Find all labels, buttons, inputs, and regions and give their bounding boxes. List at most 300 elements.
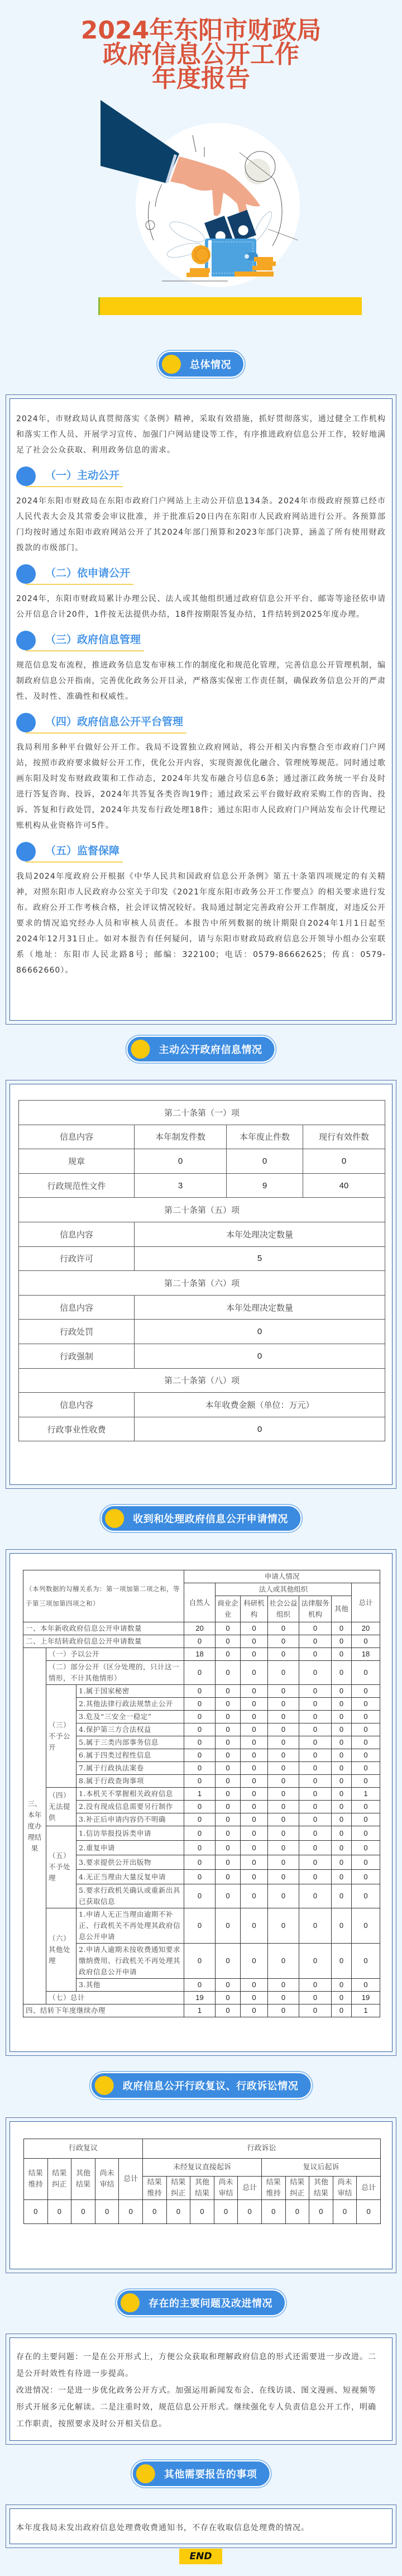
bullet-circle-icon xyxy=(16,466,36,486)
litigation-column: 总计 xyxy=(238,2177,262,2200)
value-cell: 0 xyxy=(332,1698,352,1711)
group-label: （一）予以公开 xyxy=(46,1648,184,1661)
value-cell: 0 xyxy=(216,1648,241,1661)
subsection-title: （五）监督保障 xyxy=(45,840,123,863)
proactive-disclosure-table xyxy=(18,1100,385,1441)
value-cell: 0 xyxy=(241,1749,268,1762)
table-header-cell: 本年废止件数 xyxy=(227,1125,303,1149)
row-value: 0 xyxy=(135,1344,385,1368)
value-cell: 0 xyxy=(299,1711,332,1723)
value-cell: 0 xyxy=(216,1826,241,1841)
value-cell: 0 xyxy=(332,1762,352,1775)
bullet-circle-icon xyxy=(16,842,36,861)
header-row xyxy=(24,2139,381,2159)
value-cell: 0 xyxy=(299,1813,332,1826)
value-cell: 0 xyxy=(71,2200,95,2224)
subsection-heading xyxy=(16,711,386,734)
value-cell: 0 xyxy=(352,1711,380,1723)
value-cell: 0 xyxy=(184,1801,216,1813)
value-cell: 0 xyxy=(216,1992,241,2004)
value-cell: 0 xyxy=(47,2200,71,2224)
value-cell: 0 xyxy=(332,1749,352,1762)
group-label: （二）部分公开（区分处理的，只计这一情形，不计其他情形） xyxy=(46,1661,184,1685)
value-cell: 0 xyxy=(352,1723,380,1736)
value-cell: 0 xyxy=(299,1736,332,1749)
value-cell: 0 xyxy=(216,1749,241,1762)
table-row xyxy=(23,2004,380,2017)
value-cell: 0 xyxy=(241,1698,268,1711)
item-label: 2.其他法律行政法规禁止公开 xyxy=(76,1698,184,1711)
table-header-cell: 信息内容 xyxy=(19,1125,135,1149)
value-cell: 0 xyxy=(184,1855,216,1870)
value-cell: 0 xyxy=(216,1870,241,1884)
value-cell: 0 xyxy=(352,1685,380,1698)
subsection-text: 我局2024年度政府公开根据《中华人民共和国政府信息公开条例》第五十条第四项规定的有关精神，对照东阳市人民政府办公室关于印发《2021年度东阳市政务公开工作要点》的相关要求进行发布。政府公开工作考核合格，社会评议情况较好。我局通过制定完善政府公开工作制度，对违反公开要求的情况追究经办人员和审核人员责任。本报告中所列数据的统计期限自2024年1月1日起至2024年12月31日止。如对本报告有任何疑问，请与东阳市财政局政府信息公开领导小组办公室联系（地址：东阳市人民北路8号；邮编：322100；电话：0579-86662625；传真：0579-86662660）。 xyxy=(16,872,386,975)
problems-issues: 存在的主要问题：一是在公开形式上，方便公众获取和理解政府信息的形式还需要进一步改进。二是公开时效性有待进一步提高。 xyxy=(16,2353,376,2378)
table-row xyxy=(23,1979,380,1992)
heading-underline xyxy=(26,861,123,863)
table-row xyxy=(23,1801,380,1813)
table-row xyxy=(23,1723,380,1736)
proactive-box xyxy=(6,1080,396,1489)
value-cell: 0 xyxy=(268,1992,299,2004)
header-direct-suit: 未经复议直接起诉 xyxy=(142,2159,261,2177)
value-cell: 0 xyxy=(299,1841,332,1855)
value-cell: 0 xyxy=(352,1908,380,1944)
review-column: 结果纠正 xyxy=(47,2159,71,2200)
section-pill-proactive xyxy=(127,1036,276,1063)
value-cell: 0 xyxy=(216,1884,241,1908)
subsection-heading xyxy=(16,629,386,651)
table-row xyxy=(23,1648,380,1661)
group-label: （七）总计 xyxy=(46,1992,184,2004)
table-header-cell: 信息内容 xyxy=(19,1393,135,1417)
value-cell: 0 xyxy=(95,2200,119,2224)
value-cell: 0 xyxy=(268,1762,299,1775)
value-cell: 0 xyxy=(241,1992,268,2004)
item-label: 2.申请人逾期未按收费通知要求缴纳费用、行政机关不再处理其政府信息公开申请 xyxy=(76,1944,184,1979)
pill-dot-icon xyxy=(95,2076,114,2095)
subsection-text: 2024年，东阳市财政局累计办理公民、法人或其他组织通过政府信息公开平台、邮寄等途径依申请公开信息合计20件，1件按无法提供办结，18件按期限答复办结，1件结转到2025年度办理。 xyxy=(16,594,386,619)
value-cell: 0 xyxy=(332,1723,352,1736)
value-cell: 0 xyxy=(299,1944,332,1979)
value-cell: 0 xyxy=(268,1635,299,1648)
value-cell: 0 xyxy=(214,2200,238,2224)
value-cell: 0 xyxy=(309,2200,333,2224)
value-cell: 0 xyxy=(299,1622,332,1635)
table-row xyxy=(23,1698,380,1711)
table-row xyxy=(23,1711,380,1723)
table-row xyxy=(23,1884,380,1908)
value-cell: 0 xyxy=(299,1908,332,1944)
value-cell: 0 xyxy=(268,1908,299,1944)
table-section-row xyxy=(19,1368,385,1393)
value-cell: 0 xyxy=(216,1661,241,1685)
table-section-title: 第二十条第（六）项 xyxy=(19,1271,385,1296)
value-cell: 0 xyxy=(241,1855,268,1870)
subsection-heading xyxy=(16,563,386,585)
section-title: 其他需要报告的事项 xyxy=(164,2469,257,2480)
value-cell: 19 xyxy=(352,1992,380,2004)
value-cell: 0 xyxy=(216,1711,241,1723)
value-cell: 0 xyxy=(184,1723,216,1736)
value-cell: 0 xyxy=(268,1788,299,1801)
item-label: 4.保护第三方合法权益 xyxy=(76,1723,184,1736)
value-cell: 0 xyxy=(268,1855,299,1870)
value-cell: 0 xyxy=(299,1749,332,1762)
value-cell: 0 xyxy=(241,1775,268,1788)
value-cell: 0 xyxy=(352,1870,380,1884)
value-cell: 0 xyxy=(216,1775,241,1788)
value-cell: 0 xyxy=(216,1841,241,1855)
value-cell: 0 xyxy=(268,1622,299,1635)
value-cell: 0 xyxy=(333,2200,357,2224)
item-label: 1.申请人无正当理由逾期不补正、行政机关不再处理其政府信息公开申请 xyxy=(76,1908,184,1944)
subsection-title: （一）主动公开 xyxy=(45,465,123,487)
row-label: 一、本年新收政府信息公开申请数量 xyxy=(23,1622,184,1635)
value-cell: 0 xyxy=(241,1635,268,1648)
heading-underline xyxy=(26,732,186,734)
litigation-column: 其他结果 xyxy=(309,2177,333,2200)
value-cell: 0 xyxy=(241,1661,268,1685)
section-pill-other xyxy=(132,2460,271,2487)
problems-box xyxy=(6,2334,396,2445)
heading-underline xyxy=(26,650,144,651)
requests-box xyxy=(6,1549,396,2056)
value-cell: 0 xyxy=(241,1801,268,1813)
value-cell: 0 xyxy=(241,1813,268,1826)
value-cell: 0 xyxy=(357,2200,381,2224)
item-label: 3.补正后申请内容仍不明确 xyxy=(76,1813,184,1826)
value-cell: 0 xyxy=(241,2004,268,2017)
section-title: 存在的主要问题及改进情况 xyxy=(149,2298,272,2310)
value-cell: 0 xyxy=(299,1648,332,1661)
value-cell: 0 xyxy=(142,2200,166,2224)
value-cell: 1 xyxy=(352,2004,380,2017)
litigation-column: 结果维持 xyxy=(261,2177,285,2200)
table-row xyxy=(23,1841,380,1855)
value-cell: 0 xyxy=(332,1884,352,1908)
item-label: 8.属于行政查询事项 xyxy=(76,1775,184,1788)
row-label: 行政事业性收费 xyxy=(19,1417,135,1441)
value-cell: 0 xyxy=(352,1855,380,1870)
item-label: 5.要求行政机关确认或重新出具已获取信息 xyxy=(76,1884,184,1908)
value-cell: 0 xyxy=(216,1788,241,1801)
review-column: 其他结果 xyxy=(71,2159,95,2200)
value-cell: 0 xyxy=(24,2200,48,2224)
value-cell: 0 xyxy=(166,2200,190,2224)
value-cell: 0 xyxy=(119,2200,143,2224)
header-legal-sub: 商业企业 xyxy=(216,1596,241,1622)
other-box xyxy=(6,2504,396,2548)
litigation-column: 结果纠正 xyxy=(166,2177,190,2200)
item-label: 1.信访举报投诉类申请 xyxy=(76,1826,184,1841)
value-cell: 0 xyxy=(332,1711,352,1723)
value-cell: 0 xyxy=(299,1992,332,2004)
header-row xyxy=(24,2159,381,2177)
value-cell: 0 xyxy=(299,1635,332,1648)
value-cell: 0 xyxy=(261,2200,285,2224)
value-cell: 0 xyxy=(332,1775,352,1788)
value-cell: 0 xyxy=(332,1870,352,1884)
table-row xyxy=(19,1173,385,1198)
value-cell: 0 xyxy=(352,1762,380,1775)
value-cell: 0 xyxy=(184,1944,216,1979)
value-cell: 0 xyxy=(184,1813,216,1826)
table-header-cell: 本年收费金额（单位：万元） xyxy=(135,1393,385,1417)
heading-underline xyxy=(26,584,133,585)
heading-underline xyxy=(26,486,123,487)
value-cell: 0 xyxy=(216,1685,241,1698)
table-header-cell: 信息内容 xyxy=(19,1222,135,1246)
value-cell: 0 xyxy=(268,1711,299,1723)
value-cell: 0 xyxy=(184,1841,216,1855)
value-cell: 0 xyxy=(268,1749,299,1762)
value-cell: 0 xyxy=(332,1908,352,1944)
value-cell: 0 xyxy=(241,1841,268,1855)
table-row xyxy=(23,1622,380,1635)
bullet-circle-icon xyxy=(16,631,36,650)
value-cell: 0 xyxy=(241,1788,268,1801)
value-cell: 0 xyxy=(299,1826,332,1841)
value-cell: 0 xyxy=(241,1870,268,1884)
litigation-column: 总计 xyxy=(357,2177,381,2200)
table-row xyxy=(23,1661,380,1685)
item-label: 2.没有现成信息需要另行制作 xyxy=(76,1801,184,1813)
other-text: 本年度我局未发出政府信息处理费收费通知书，不存在收取信息处理费的情况。 xyxy=(16,2523,309,2532)
value-cell: 0 xyxy=(332,1979,352,1992)
table-row xyxy=(19,1417,385,1441)
value-cell: 0 xyxy=(299,2004,332,2017)
group-label: （四）无法提供 xyxy=(46,1788,76,1826)
value-cell: 18 xyxy=(184,1648,216,1661)
value-cell: 0 xyxy=(184,1884,216,1908)
value-cell: 0 xyxy=(299,1775,332,1788)
group-label: （三）不予公开 xyxy=(46,1685,76,1788)
value-cell: 0 xyxy=(332,1992,352,2004)
overview-intro: 2024年，市财政局认真贯彻落实《条例》精神，采取有效措施，抓好贯彻落实，通过健全工作机构和落实工作人员、开展学习宣传、加强门户网站建设等工作，有序推进政府信息公开工作，较好地满足了社会公众获取、利用政务信息的需求。 xyxy=(16,415,386,455)
review-column: 总计 xyxy=(119,2159,143,2200)
value-cell: 0 xyxy=(299,1855,332,1870)
value-cell: 0 xyxy=(216,1635,241,1648)
value-cell: 0 xyxy=(352,1841,380,1855)
request-handling-table xyxy=(23,1570,380,2017)
table-row xyxy=(23,1813,380,1826)
value-cell: 0 xyxy=(268,1648,299,1661)
pill-dot-icon xyxy=(105,1509,124,1528)
row-label: 规章 xyxy=(19,1149,135,1174)
table-row xyxy=(19,1149,385,1174)
header-litigation: 行政诉讼 xyxy=(142,2139,380,2159)
subsection-text: 我局利用多种平台做好公开工作。我局不设置独立政府网站，将公开相关内容整合至市政府门户网站，按照市政府要求做好公开工作，优化公开内容，实现资源优化融合、管理统筹规范。同时通过歌画东阳及时发布财政政策和工作动态，2024年共发布融合号信息6条；通过浙江政务统一平台及时进行答复咨询、投诉，2024年共答复各类咨询19件；通过政采云平台做好政府采购工作的咨询、投诉、答复和行政处罚，2024年共发布行政处理18件；通过东阳市人民政府门户网站发布会计代理记账机构从业资格许可5件。 xyxy=(16,743,386,830)
value-cell: 0 xyxy=(184,1749,216,1762)
table-row xyxy=(23,1762,380,1775)
value-cell: 0 xyxy=(268,1870,299,1884)
value-cell: 0 xyxy=(352,1661,380,1685)
header-review: 行政复议 xyxy=(24,2139,143,2159)
value-cell: 0 xyxy=(216,1813,241,1826)
table-row xyxy=(23,1944,380,1979)
value-cell: 0 xyxy=(184,1908,216,1944)
value-cell: 0 xyxy=(216,1723,241,1736)
table-row xyxy=(23,1749,380,1762)
problems-content xyxy=(9,2337,393,2441)
header-legal-sub: 科研机构 xyxy=(241,1596,268,1622)
value-cell: 0 xyxy=(216,1979,241,1992)
value-cell: 0 xyxy=(352,1944,380,1979)
value-cell: 0 xyxy=(241,1979,268,1992)
value-cell: 0 xyxy=(190,2200,214,2224)
proactive-content xyxy=(9,1084,393,1485)
value-cell: 0 xyxy=(184,1762,216,1775)
value-cell: 0 xyxy=(184,1979,216,1992)
value-cell: 0 xyxy=(299,1788,332,1801)
header-natural-person: 自然人 xyxy=(184,1583,216,1622)
value-cell: 0 xyxy=(241,1826,268,1841)
value-cell: 1 xyxy=(184,1788,216,1801)
value-cell: 0 xyxy=(241,1944,268,1979)
section-title: 总体情况 xyxy=(190,359,231,371)
value-cell: 0 xyxy=(241,1723,268,1736)
value-cell: 0 xyxy=(184,1736,216,1749)
row-value: 0 xyxy=(227,1149,303,1174)
table-header-cell: 本年处理决定数量 xyxy=(135,1222,385,1246)
value-cell: 20 xyxy=(184,1622,216,1635)
value-cell: 0 xyxy=(352,1635,380,1648)
header-after-review: 复议后起诉 xyxy=(261,2159,380,2177)
table-row xyxy=(23,1826,380,1841)
review-column: 结果维持 xyxy=(24,2159,48,2200)
value-cell: 0 xyxy=(184,1698,216,1711)
value-cell: 20 xyxy=(352,1622,380,1635)
item-label: 2.重复申请 xyxy=(76,1841,184,1855)
value-cell: 0 xyxy=(268,1979,299,1992)
value-cell: 0 xyxy=(238,2200,262,2224)
value-cell: 0 xyxy=(241,1884,268,1908)
row-value: 0 xyxy=(135,1417,385,1441)
value-cell: 0 xyxy=(216,2004,241,2017)
group-label: （六）其他处理 xyxy=(46,1908,76,1992)
table-section-title: 第二十条第（八）项 xyxy=(19,1368,385,1393)
row-label: 四、结转下年度继续办理 xyxy=(23,2004,184,2017)
section-title: 主动公开政府信息情况 xyxy=(159,1044,262,1056)
value-cell: 0 xyxy=(268,2004,299,2017)
table-header-cell: 现行有效件数 xyxy=(303,1125,385,1149)
header-legal-sub: 其他 xyxy=(332,1596,352,1622)
problems-improvements: 改进情况：一是进一步优化政务公开方式。加强运用新闻发布会、在线访谈、图文漫画、短视频等形式开展多元化解读。二是注重时效，规范信息公开形式。继续强化专人负责信息公开工作，明确工作职责，按照要求及时公开相关信息。 xyxy=(16,2386,376,2429)
item-label: 1.本机关不掌握相关政府信息 xyxy=(76,1788,184,1801)
table-section-title: 第二十条第（一）项 xyxy=(19,1101,385,1125)
value-cell: 0 xyxy=(268,1736,299,1749)
value-cell: 0 xyxy=(216,1855,241,1870)
value-cell: 0 xyxy=(216,1801,241,1813)
value-cell: 0 xyxy=(299,1685,332,1698)
value-cell: 0 xyxy=(299,1698,332,1711)
value-cell: 0 xyxy=(332,1944,352,1979)
value-cell: 0 xyxy=(268,1944,299,1979)
table-section-row xyxy=(19,1101,385,1125)
table-header-row xyxy=(19,1125,385,1149)
overview-content xyxy=(9,398,393,1021)
overview-box xyxy=(6,394,396,1025)
header-legal-sub: 法律服务机构 xyxy=(299,1596,332,1622)
value-cell: 0 xyxy=(332,1788,352,1801)
subsection-text: 规范信息发布流程，推进政务信息发布审核工作的制度化和规范化管理，完善信息公开管理机制，编制政府信息公开指南，完善优化政务公开目录，严格落实保密工作责任制，确保政务信息公开的严肃性、及时性、准确性和权威性。 xyxy=(16,661,386,701)
value-cell: 0 xyxy=(332,2004,352,2017)
row-value: 3 xyxy=(135,1173,227,1198)
value-cell: 0 xyxy=(268,1685,299,1698)
row-value: 0 xyxy=(135,1320,385,1344)
value-cell: 0 xyxy=(352,1826,380,1841)
table-row xyxy=(23,1788,380,1801)
value-cell: 0 xyxy=(241,1908,268,1944)
subsection-title: （四）政府信息公开平台管理 xyxy=(45,711,186,734)
section-title: 政府信息公开行政复议、行政诉讼情况 xyxy=(122,2080,299,2092)
value-cell: 0 xyxy=(184,1635,216,1648)
row-label: 行政规范性文件 xyxy=(19,1173,135,1198)
header-legal-org: 法人或其他组织 xyxy=(216,1583,352,1596)
header-applicant: 申请人情况 xyxy=(184,1570,380,1583)
table-note: （本列数据的勾稽关系为：第一项加第二项之和，等于第三项加第四项之和） xyxy=(23,1570,184,1622)
table-row xyxy=(23,1992,380,2004)
table-row xyxy=(23,1908,380,1944)
value-cell: 0 xyxy=(352,1736,380,1749)
value-cell: 0 xyxy=(241,1622,268,1635)
hand-wallet-illustration xyxy=(0,0,402,324)
value-cell: 0 xyxy=(184,1685,216,1698)
row-label: 行政许可 xyxy=(19,1246,135,1271)
review-box xyxy=(6,2117,396,2273)
value-cell: 0 xyxy=(332,1813,352,1826)
value-cell: 0 xyxy=(352,1801,380,1813)
litigation-column: 结果维持 xyxy=(142,2177,166,2200)
table-row xyxy=(23,1635,380,1648)
value-cell: 0 xyxy=(332,1635,352,1648)
table-header-cell: 本年制发件数 xyxy=(135,1125,227,1149)
value-cell: 0 xyxy=(184,1826,216,1841)
bullet-circle-icon xyxy=(16,713,36,732)
value-cell: 0 xyxy=(241,1685,268,1698)
table-row xyxy=(23,1685,380,1698)
pill-dot-icon xyxy=(162,355,181,374)
title-line-1: 2024年东阳市财政局 xyxy=(80,16,322,45)
title-line-3: 年度报告 xyxy=(152,64,250,93)
value-cell: 0 xyxy=(332,1736,352,1749)
litigation-column: 其他结果 xyxy=(190,2177,214,2200)
value-cell: 0 xyxy=(268,1826,299,1841)
value-cell: 0 xyxy=(216,1908,241,1944)
value-cell: 0 xyxy=(299,1762,332,1775)
table-section-row xyxy=(19,1198,385,1222)
section-title: 收到和处理政府信息公开申请情况 xyxy=(133,1513,288,1525)
value-cell: 0 xyxy=(184,1661,216,1685)
value-cell: 0 xyxy=(216,1698,241,1711)
value-cell: 0 xyxy=(241,1648,268,1661)
value-cell: 0 xyxy=(299,1979,332,1992)
bullet-circle-icon xyxy=(16,564,36,584)
value-cell: 1 xyxy=(352,1788,380,1801)
section-label: 三、本年度办理结果 xyxy=(23,1648,46,2004)
section-pill-review xyxy=(90,2072,312,2099)
title-accent-bar xyxy=(98,297,362,315)
row-value: 40 xyxy=(303,1173,385,1198)
value-cell: 0 xyxy=(299,1884,332,1908)
table-header-cell: 信息内容 xyxy=(19,1295,135,1320)
value-cell: 0 xyxy=(216,1622,241,1635)
value-cell: 0 xyxy=(352,1698,380,1711)
header-row xyxy=(23,1570,380,1583)
value-cell: 0 xyxy=(285,2200,309,2224)
